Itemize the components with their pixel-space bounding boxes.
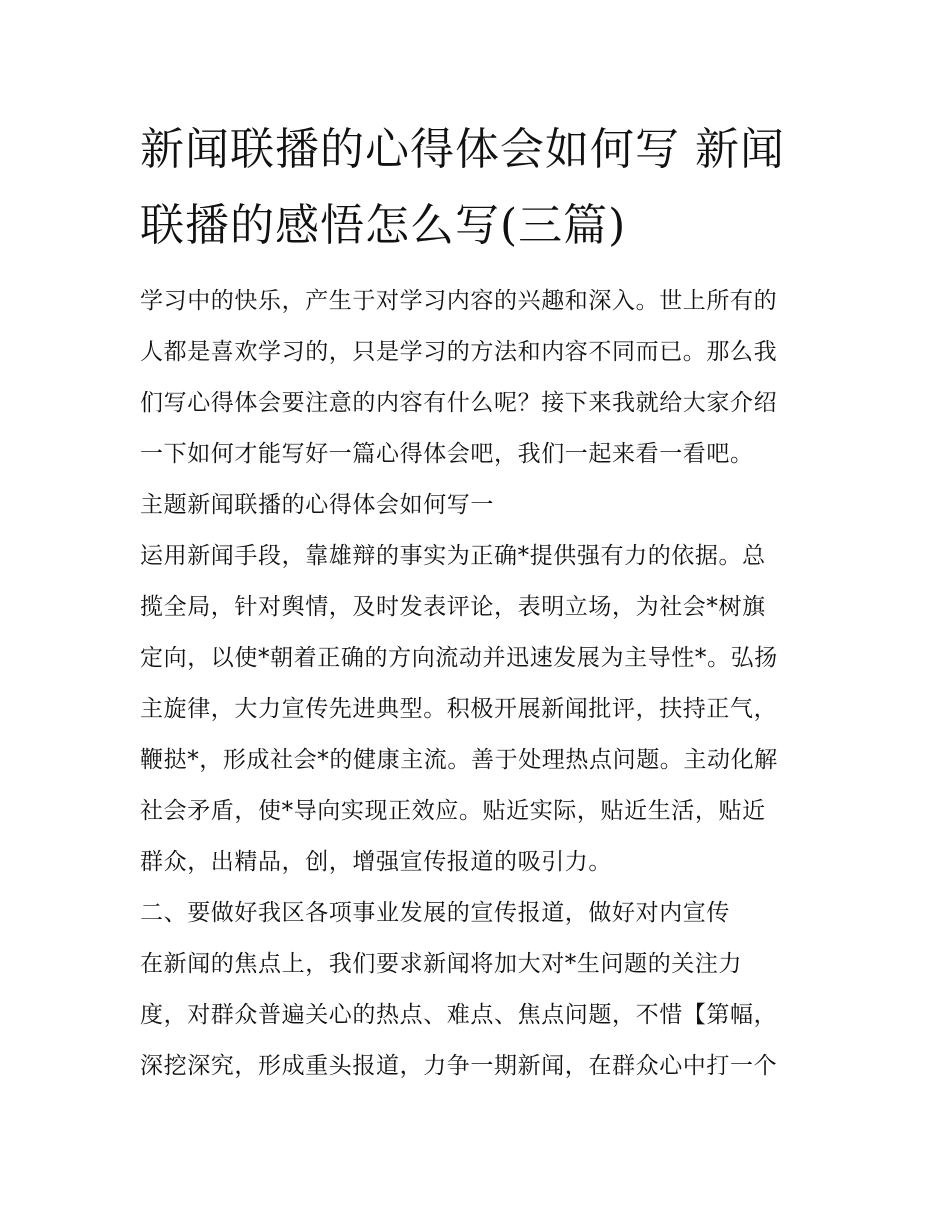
body-line-15: 度，对群众普遍关心的热点、难点、焦点问题，不惜【第幅，	[140, 1002, 778, 1028]
body-line-9: 主旋律，大力宣传先进典型。积极开展新闻批评，扶持正气，	[140, 696, 778, 722]
body-line-6: 运用新闻手段，靠雄辩的事实为正确*提供强有力的依据。总	[140, 543, 766, 569]
body-line-8: 定向，以使*朝着正确的方向流动并迅速发展为主导性*。弘扬	[140, 645, 778, 671]
body-line-11: 社会矛盾，使*导向实现正效应。贴近实际，贴近生活，贴近	[140, 798, 766, 824]
document-title: 新闻联播的心得体会如何写 新闻联播的感悟怎么写(三篇)	[140, 124, 785, 251]
body-line-7: 揽全局，针对舆情，及时发表评论，表明立场，为社会*树旗	[140, 594, 766, 620]
body-line-4: 一下如何才能写好一篇心得体会吧，我们一起来看一看吧。	[140, 441, 754, 467]
subsection-heading: 二、要做好我区各项事业发展的宣传报道，做好对内宣传	[140, 900, 730, 926]
body-line-16: 深挖深究，形成重头报道，力争一期新闻，在群众心中打一个	[140, 1053, 778, 1079]
body-line-1: 学习中的快乐，产生于对学习内容的兴趣和深入。世上所有的	[140, 288, 778, 314]
body-line-10: 鞭挞*，形成社会*的健康主流。善于处理热点问题。主动化解	[140, 747, 778, 773]
body-line-14: 在新闻的焦点上，我们要求新闻将加大对*生问题的关注力	[140, 951, 743, 977]
body-line-2: 人都是喜欢学习的，只是学习的方法和内容不同而已。那么我	[140, 339, 778, 365]
body-line-12: 群众，出精品，创，增强宣传报道的吸引力。	[140, 849, 612, 875]
body-line-3: 们写心得体会要注意的内容有什么呢？接下来我就给大家介绍	[140, 390, 778, 416]
section-heading: 主题新闻联播的心得体会如何写一	[140, 492, 494, 518]
